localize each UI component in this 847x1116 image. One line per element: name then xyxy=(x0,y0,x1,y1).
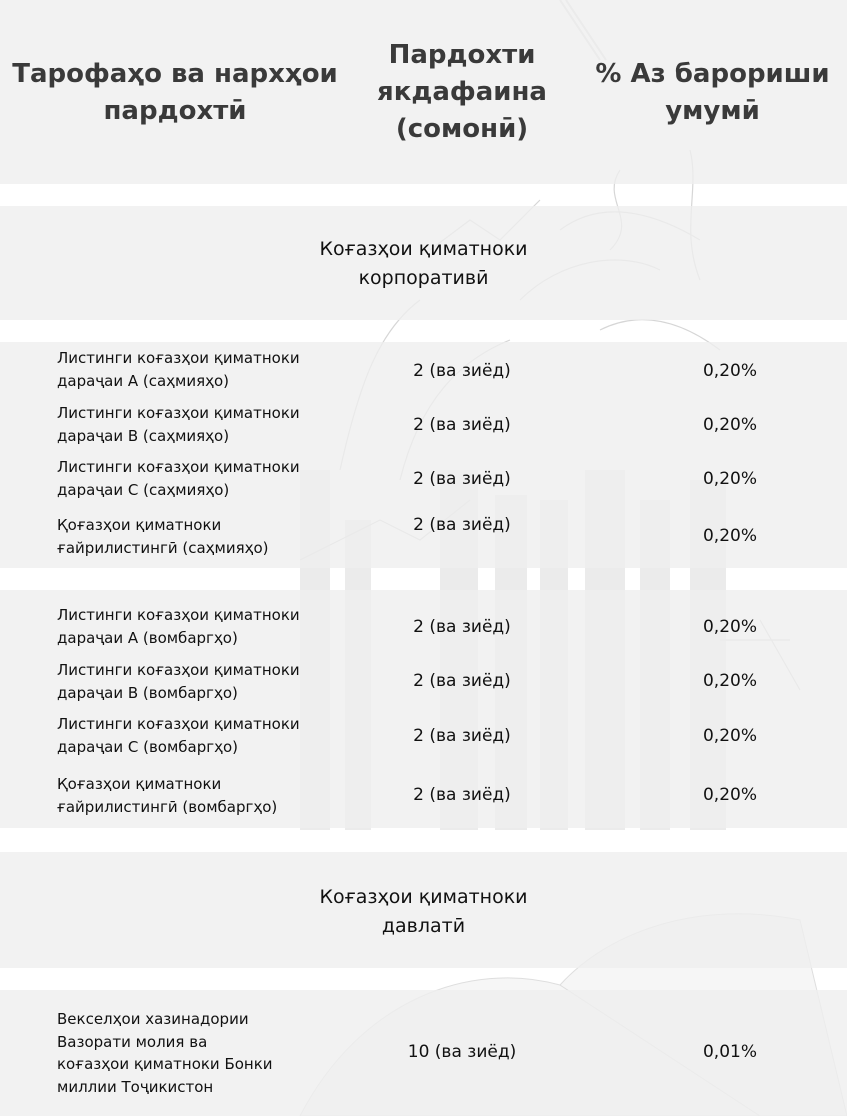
row-label: Листинги коғазҳои қиматноки дараҷаи B (саҳмияҳо) xyxy=(57,404,300,445)
row-fee: 10 (ва зиёд) xyxy=(407,1042,517,1062)
row-percent: 0,20% xyxy=(702,361,757,381)
section-title-corporate: Коғазҳои қиматноки корпоративӣ xyxy=(319,238,528,289)
row-fee: 2 (ва зиёд) xyxy=(413,415,511,435)
row-percent: 0,20% xyxy=(702,671,757,691)
row-percent: 0,20% xyxy=(702,415,757,435)
row-label: Листинги коғазҳои қиматноки дараҷаи C (вомбаргҳо) xyxy=(57,715,300,756)
row-percent: 0,20% xyxy=(702,726,757,746)
row-fee: 2 (ва зиёд) xyxy=(413,515,511,535)
row-percent: 0,01% xyxy=(702,1042,757,1062)
row-fee: 2 (ва зиёд) xyxy=(413,617,511,637)
row-percent: 0,20% xyxy=(702,617,757,637)
row-label: Листинги коғазҳои қиматноки дараҷаи B (вомбаргҳо) xyxy=(57,661,300,702)
row-label: Листинги коғазҳои қиматноки дараҷаи C (саҳмияҳо) xyxy=(57,458,300,499)
row-percent: 0,20% xyxy=(702,785,757,805)
row-percent: 0,20% xyxy=(702,526,757,546)
row-label: Листинги коғазҳои қиматноки дараҷаи A (саҳмияҳо) xyxy=(57,349,300,390)
row-fee: 2 (ва зиёд) xyxy=(413,726,511,746)
row-label: Листинги коғазҳои қиматноки дараҷаи A (вомбаргҳо) xyxy=(57,606,300,647)
column-header-percent-of-issue: % Аз барориши умумӣ xyxy=(595,59,830,126)
column-header-one-time-fee: Пардохти якдафаина (сомонӣ) xyxy=(377,40,547,144)
row-fee: 2 (ва зиёд) xyxy=(413,469,511,489)
column-header-tariffs: Тарофаҳо ва нархҳои пардохтӣ xyxy=(12,59,338,126)
row-label: Қоғазҳои қиматноки ғайрилистингӣ (вомбаргҳо) xyxy=(57,775,278,816)
row-fee: 2 (ва зиёд) xyxy=(413,361,511,381)
row-label: Қоғазҳои қиматноки ғайрилистингӣ (саҳмияҳо) xyxy=(57,516,269,557)
row-fee: 2 (ва зиёд) xyxy=(413,671,511,691)
section-title-government: Коғазҳои қиматноки давлатӣ xyxy=(319,886,528,937)
row-fee: 2 (ва зиёд) xyxy=(413,785,511,805)
row-percent: 0,20% xyxy=(702,469,757,489)
row-label: Векселҳои хазинадории Вазорати молия ва коғазҳои қиматноки Бонки миллии Тоҷикистон xyxy=(57,1010,273,1096)
